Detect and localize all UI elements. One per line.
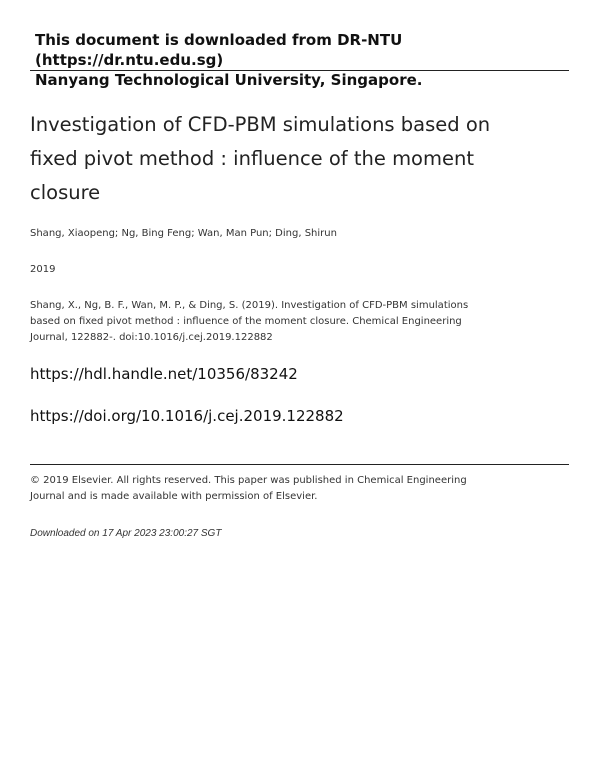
repository-header (35, 30, 568, 90)
repository-header-line1: This document is downloaded from DR-NTU (https://dr.ntu.edu.sg) (35, 31, 403, 69)
header-divider (30, 70, 569, 71)
rights-divider (30, 464, 569, 465)
download-timestamp: Downloaded on 17 Apr 2023 23:00:27 SGT (30, 528, 222, 539)
rights-statement: © 2019 Elsevier. All rights reserved. This paper was published in Chemical Engineering Journal and is made available with permission of Elsevier. (30, 475, 467, 502)
paper-title: Investigation of CFD-PBM simulations based on fixed pivot method : influence of the moment closure (30, 113, 491, 204)
doi-link[interactable]: https://doi.org/10.1016/j.cej.2019.122882 (30, 407, 344, 425)
handle-link[interactable]: https://hdl.handle.net/10356/83242 (30, 365, 298, 383)
citation-text: Shang, X., Ng, B. F., Wan, M. P., & Ding, S. (2019). Investigation of CFD-PBM simulations based on fixed pivot method : influence of the moment closure. Chemical Engineering Journal, 122882-. doi:10.1016/j.cej.2019.122882 (30, 300, 469, 343)
repository-header-line2: Nanyang Technological University, Singapore. (35, 71, 423, 89)
publication-year: 2019 (30, 264, 56, 275)
paper-authors: Shang, Xiaopeng; Ng, Bing Feng; Wan, Man Pun; Ding, Shirun (30, 228, 337, 239)
